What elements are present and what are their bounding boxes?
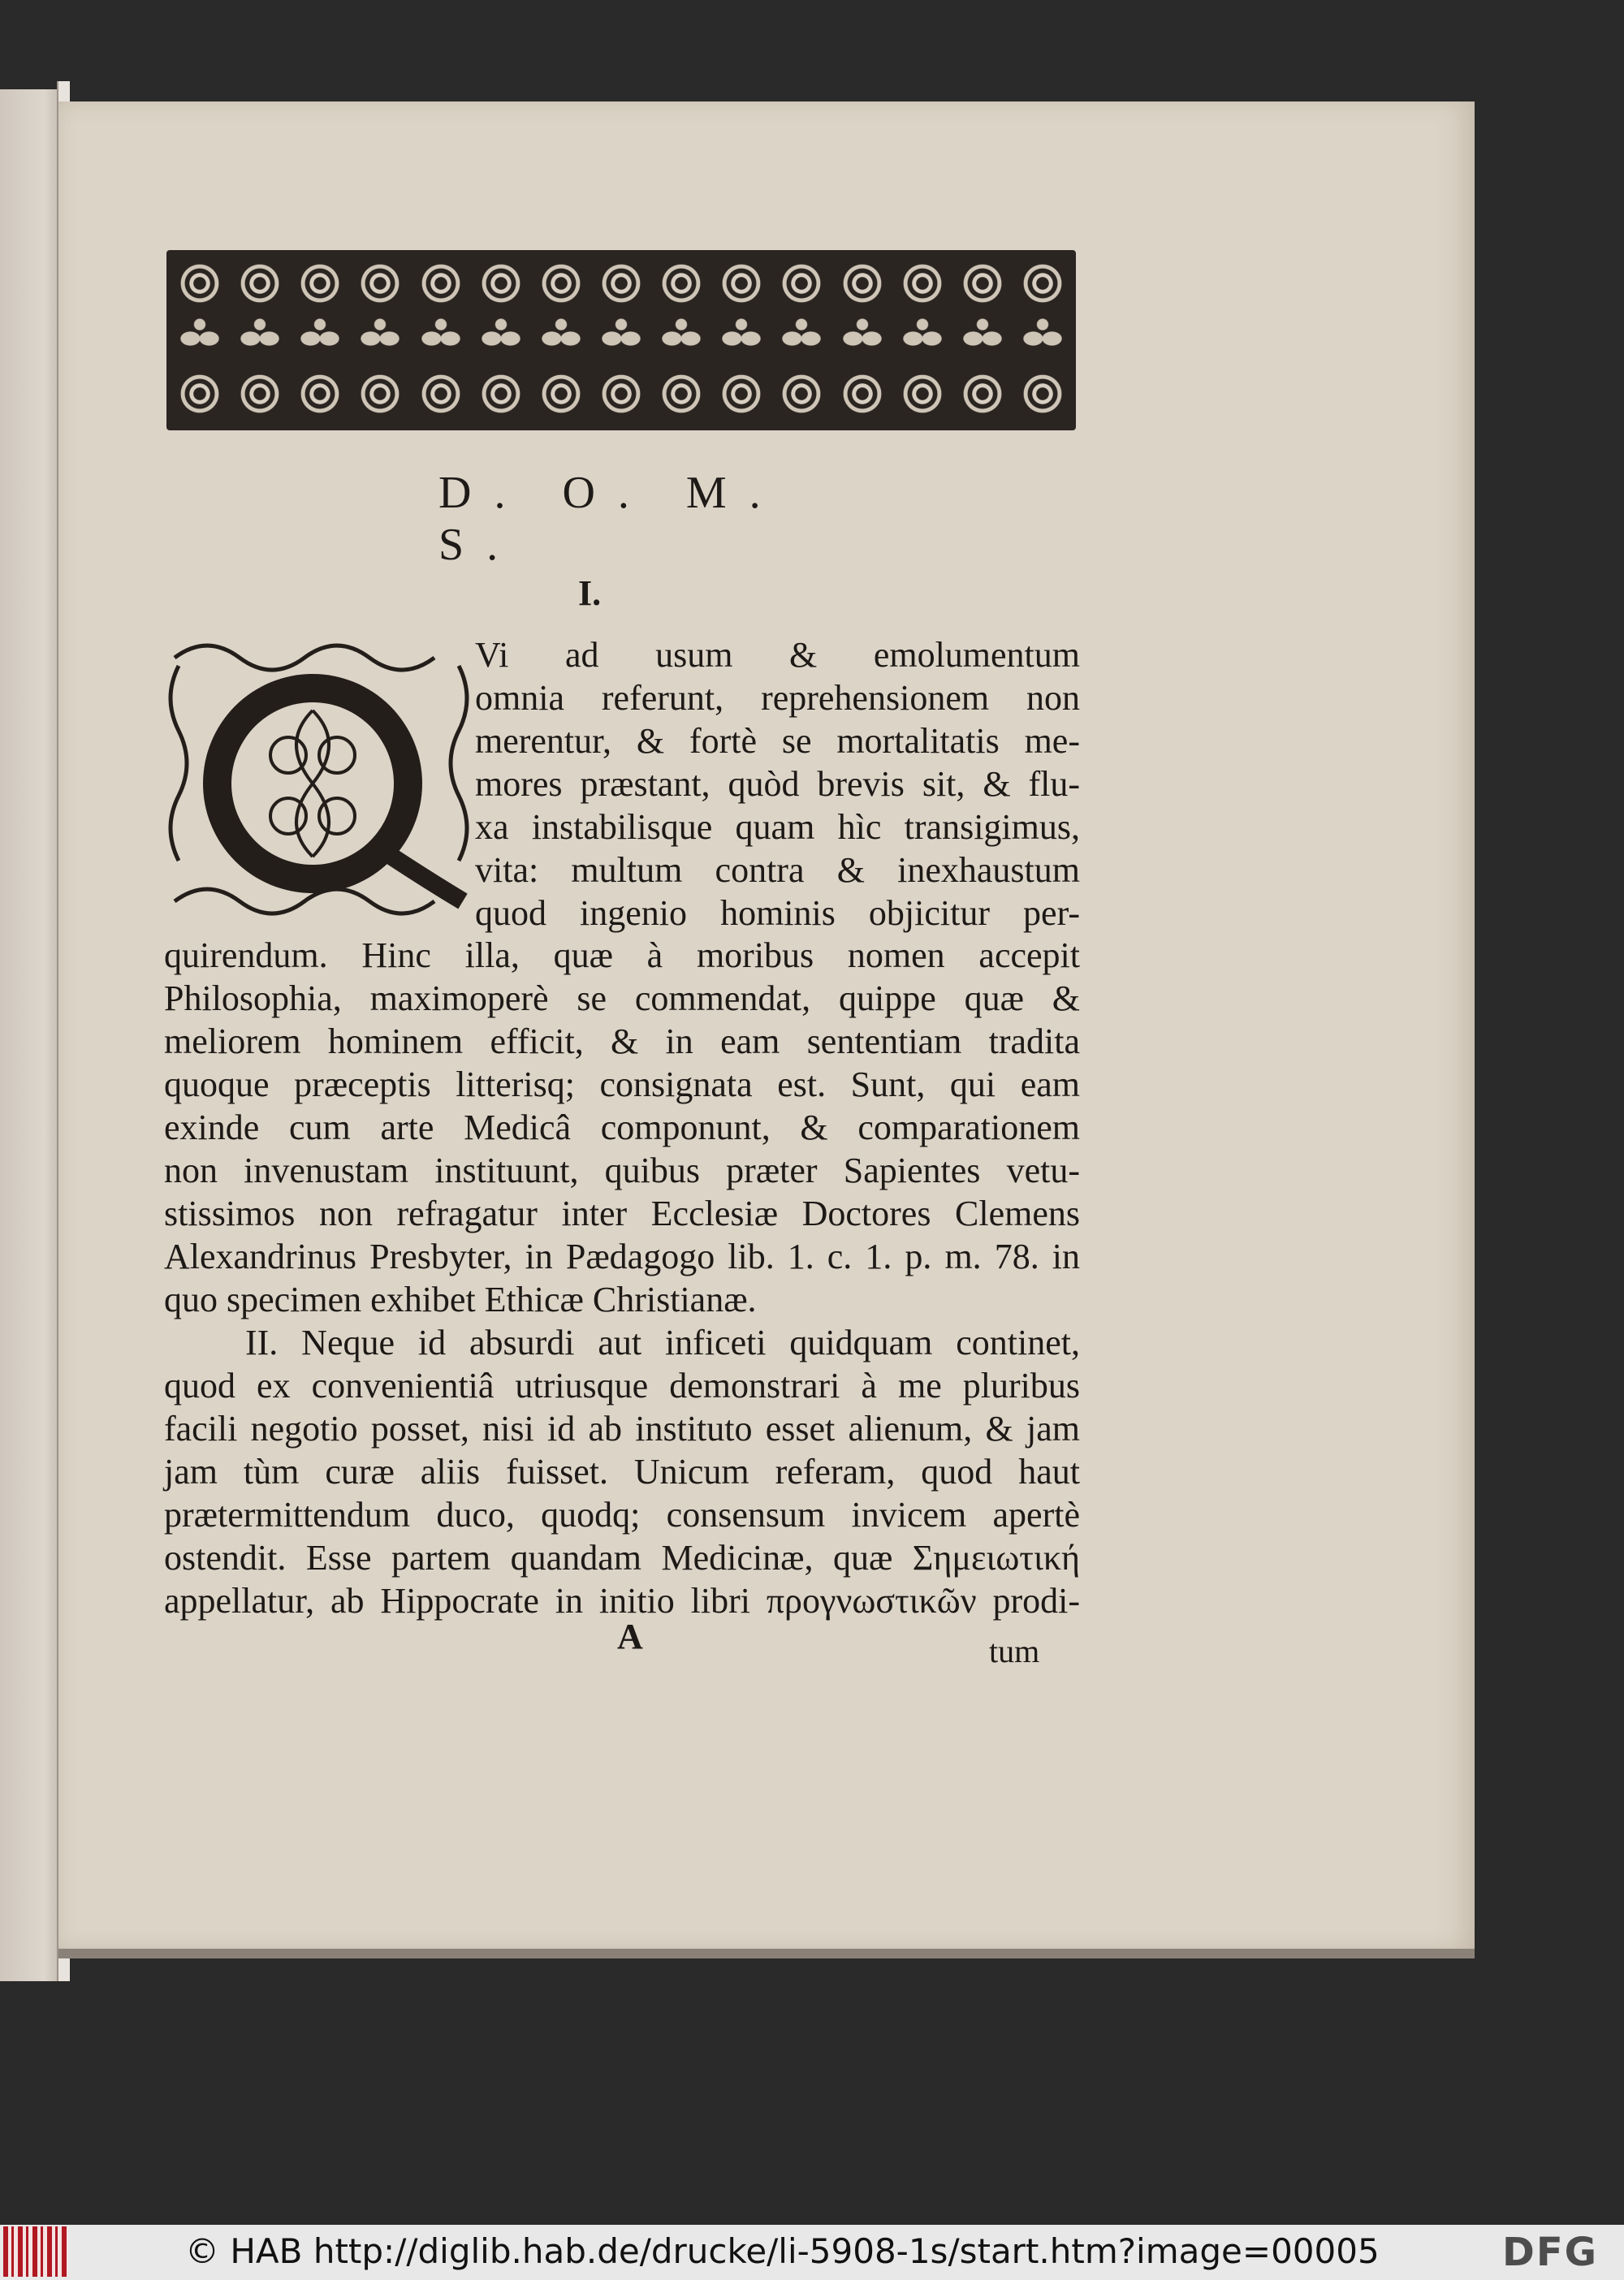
catchword: tum <box>989 1633 1040 1669</box>
text-line: Alexandrinus Presbyter, in Pædagogo lib. 1. c. 1. p. m. 78. in <box>164 1237 1080 1276</box>
ornament-row-middle <box>176 315 1066 362</box>
main-text-block <box>164 934 1080 1622</box>
text-line: appellatur, ab Hippocrate in initio libri προγνωστικῶν prodi- <box>164 1581 1080 1621</box>
source-credit-link[interactable]: © HAB http://diglib.hab.de/drucke/li-5908-1s/start.htm?image=00005 <box>185 2231 1380 2271</box>
page-bottom-edge <box>58 1949 1475 1958</box>
text-line: Philosophia, maximoperè se commendat, quippe quæ & <box>164 978 1080 1018</box>
dfg-logo: DFG <box>1502 2230 1599 2275</box>
text-line: quirendum. Hinc illa, quæ à moribus nomen accepit <box>164 935 1080 975</box>
text-line: jam tùm curæ aliis fuisset. Unicum referam, quod haut <box>164 1452 1080 1492</box>
text-line: non invenustam instituunt, quibus præter Sapientes vetu- <box>164 1151 1080 1190</box>
text-line: quoque præceptis litterisq; consignata est. Sunt, qui eam <box>164 1064 1080 1104</box>
text-line: Vi ad usum & emolumentum <box>475 635 1080 675</box>
text-line: exinde cum arte Medicâ componunt, & comparationem <box>164 1108 1080 1147</box>
text-line: quod ingenio hominis objicitur per- <box>475 893 1080 933</box>
text-line: II. Neque id absurdi aut inficeti quidquam continet, <box>245 1323 1080 1362</box>
text-line: facili negotio posset, nisi id ab instituto esset alienum, & jam <box>164 1409 1080 1449</box>
text-line: xa instabilisque quam hìc transigimus, <box>475 807 1080 847</box>
scanner-background <box>0 0 1624 114</box>
ornament-row-top <box>176 260 1066 307</box>
hab-logo-icon <box>3 2226 68 2277</box>
decorated-initial-q <box>166 633 471 926</box>
section-numeral: I. <box>578 573 602 613</box>
adjacent-page-edge <box>0 89 63 1981</box>
signature-mark: A <box>617 1617 643 1656</box>
ornamental-headpiece <box>166 250 1076 430</box>
text-line: ostendit. Esse partem quandam Medicinæ, quæ Σημειωτική <box>164 1538 1080 1578</box>
text-line: merentur, & fortè se mortalitatis me- <box>475 721 1080 761</box>
ornament-row-bottom <box>176 370 1066 417</box>
text-line: stissimos non refragatur inter Ecclesiæ Doctores Clemens <box>164 1194 1080 1233</box>
text-line: prætermittendum duco, quodq; consensum invicem apertè <box>164 1495 1080 1535</box>
heading-doms: D. O. M. S. <box>438 468 784 570</box>
text-line: mores præstant, quòd brevis sit, & flu- <box>475 764 1080 804</box>
text-line: meliorem hominem efficit, & in eam sententiam tradita <box>164 1021 1080 1061</box>
text-line: omnia referunt, reprehensionem non <box>475 678 1080 718</box>
text-line: vita: multum contra & inexhaustum <box>475 850 1080 890</box>
text-line: quod ex convenientiâ utriusque demonstrari à me pluribus <box>164 1366 1080 1406</box>
text-line: quo specimen exhibet Ethicæ Christianæ. <box>164 1280 757 1319</box>
opening-paragraph-right-column <box>475 633 1080 935</box>
